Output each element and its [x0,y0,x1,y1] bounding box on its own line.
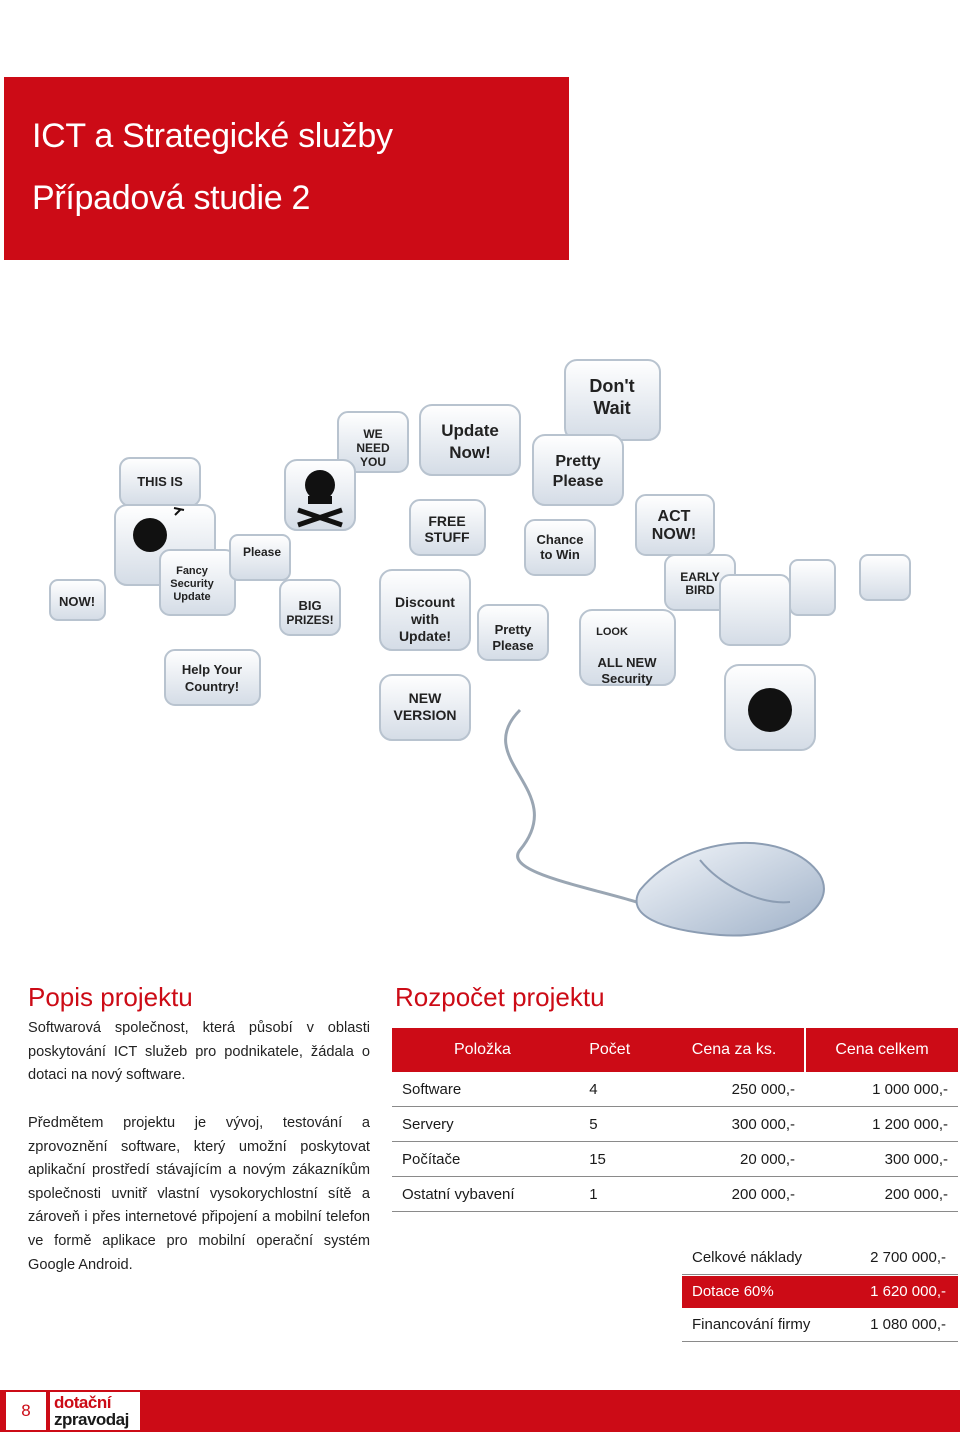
page-title: ICT a Strategické služby [32,117,393,155]
cell-item: Počítače [392,1142,569,1177]
cell-total: 300 000,- [805,1142,958,1177]
page-subtitle: Případová studie 2 [32,179,311,217]
svg-text:EARLY: EARLY [680,570,720,584]
svg-text:Update: Update [173,591,211,603]
svg-text:VERSION: VERSION [393,707,457,723]
company-financing-label: Financování firmy [692,1316,811,1333]
cell-count: 5 [569,1107,664,1142]
table-row [392,1177,958,1212]
project-description-title: Popis projektu [28,982,193,1012]
svg-text:LOOK: LOOK [596,626,628,638]
cell-count: 15 [569,1142,664,1177]
svg-text:NEED: NEED [356,441,390,455]
svg-text:Security: Security [170,578,214,590]
budget-title: Rozpočet projektu [395,982,605,1012]
header-banner [4,77,569,260]
col-item: Položka [392,1028,569,1072]
cell-unit-price: 250 000,- [664,1072,805,1107]
svg-text:BIRD: BIRD [685,583,715,597]
svg-text:Please: Please [242,545,282,559]
description-paragraph-1: Softwarová společnost, která působí v oblasti poskytování ICT služeb pro podnikatele, žádala o dotaci na nový software. [28,1020,370,1084]
svg-text:THIS IS: THIS IS [137,474,183,489]
svg-text:ALL NEW: ALL NEW [597,655,657,670]
svg-text:ACT: ACT [657,508,691,525]
cell-count: 1 [569,1177,664,1212]
subsidy-value: 1 620 000,- [870,1283,946,1300]
total-costs-row [682,1242,958,1275]
cell-total: 1 000 000,- [805,1072,958,1107]
svg-text:FREE: FREE [428,513,466,529]
col-total: Cena celkem [805,1028,958,1072]
total-costs-label: Celkové náklady [692,1249,803,1266]
svg-text:Wait: Wait [593,398,631,418]
svg-text:Pretty: Pretty [494,622,532,637]
cell-item: Software [392,1072,569,1107]
col-count: Počet [569,1028,664,1072]
cell-item: Servery [392,1107,569,1142]
svg-text:Help Your: Help Your [181,662,243,677]
company-financing-value: 1 080 000,- [870,1316,946,1333]
spam-bubbles-illustration [0,330,960,970]
subsidy-row [682,1276,958,1308]
svg-text:YOU: YOU [359,455,387,469]
total-costs-value: 2 700 000,- [870,1249,946,1266]
svg-text:to Win: to Win [540,547,580,562]
budget-table [392,1028,958,1212]
cell-total: 200 000,- [805,1177,958,1212]
svg-text:Update: Update [441,421,499,440]
svg-text:Security: Security [601,671,653,686]
logo-line-2: zpravodaj [54,1410,129,1429]
table-row [392,1107,958,1142]
footer-bar [0,1390,960,1432]
dotacni-zpravodaj-logo [50,1392,140,1430]
svg-text:with: with [411,611,439,627]
svg-text:Fancy: Fancy [176,565,208,577]
svg-text:Pretty: Pretty [555,453,601,470]
cell-count: 4 [569,1072,664,1107]
svg-text:Please: Please [492,638,534,653]
svg-text:STUFF: STUFF [424,529,470,545]
budget-header-row [392,1028,958,1072]
logo-line-1: dotační [54,1393,111,1412]
svg-text:Update!: Update! [398,628,452,644]
svg-text:BIG: BIG [298,598,322,613]
cell-item: Ostatní vybavení [392,1177,569,1212]
description-paragraph-2: Předmětem projektu je vývoj, testování a zprovoznění software, který umožní poskytovat aplikační prostředí stávajícím a novým zákazníkům společnosti uvnitř vlastní vysokorychlostní sítě a zároveň i přes internetové připojení a mobilní telefon ve formě aplikace pro mobilní operační systém Google Android. [28,1115,370,1273]
cell-unit-price: 300 000,- [664,1107,805,1142]
cell-unit-price: 20 000,- [664,1142,805,1177]
cell-unit-price: 200 000,- [664,1177,805,1212]
svg-text:NOW!: NOW! [58,594,96,609]
svg-text:Discount: Discount [395,594,455,610]
col-unit-price: Cena za ks. [664,1028,805,1072]
svg-text:WE: WE [363,427,383,441]
svg-text:Please: Please [552,473,604,490]
svg-text:NEW: NEW [408,690,442,706]
cell-total: 1 200 000,- [805,1107,958,1142]
table-row [392,1142,958,1177]
svg-text:Country!: Country! [184,679,240,694]
svg-text:Now!: Now! [449,443,491,462]
svg-text:Don't: Don't [589,376,635,396]
page-number: 8 [6,1392,46,1430]
svg-text:Chance: Chance [536,532,584,547]
svg-text:PRIZES!: PRIZES! [286,613,334,627]
table-row [392,1072,958,1107]
company-financing-row [682,1309,958,1342]
svg-text:NOW!: NOW! [651,526,697,543]
subsidy-label: Dotace 60% [692,1283,774,1300]
